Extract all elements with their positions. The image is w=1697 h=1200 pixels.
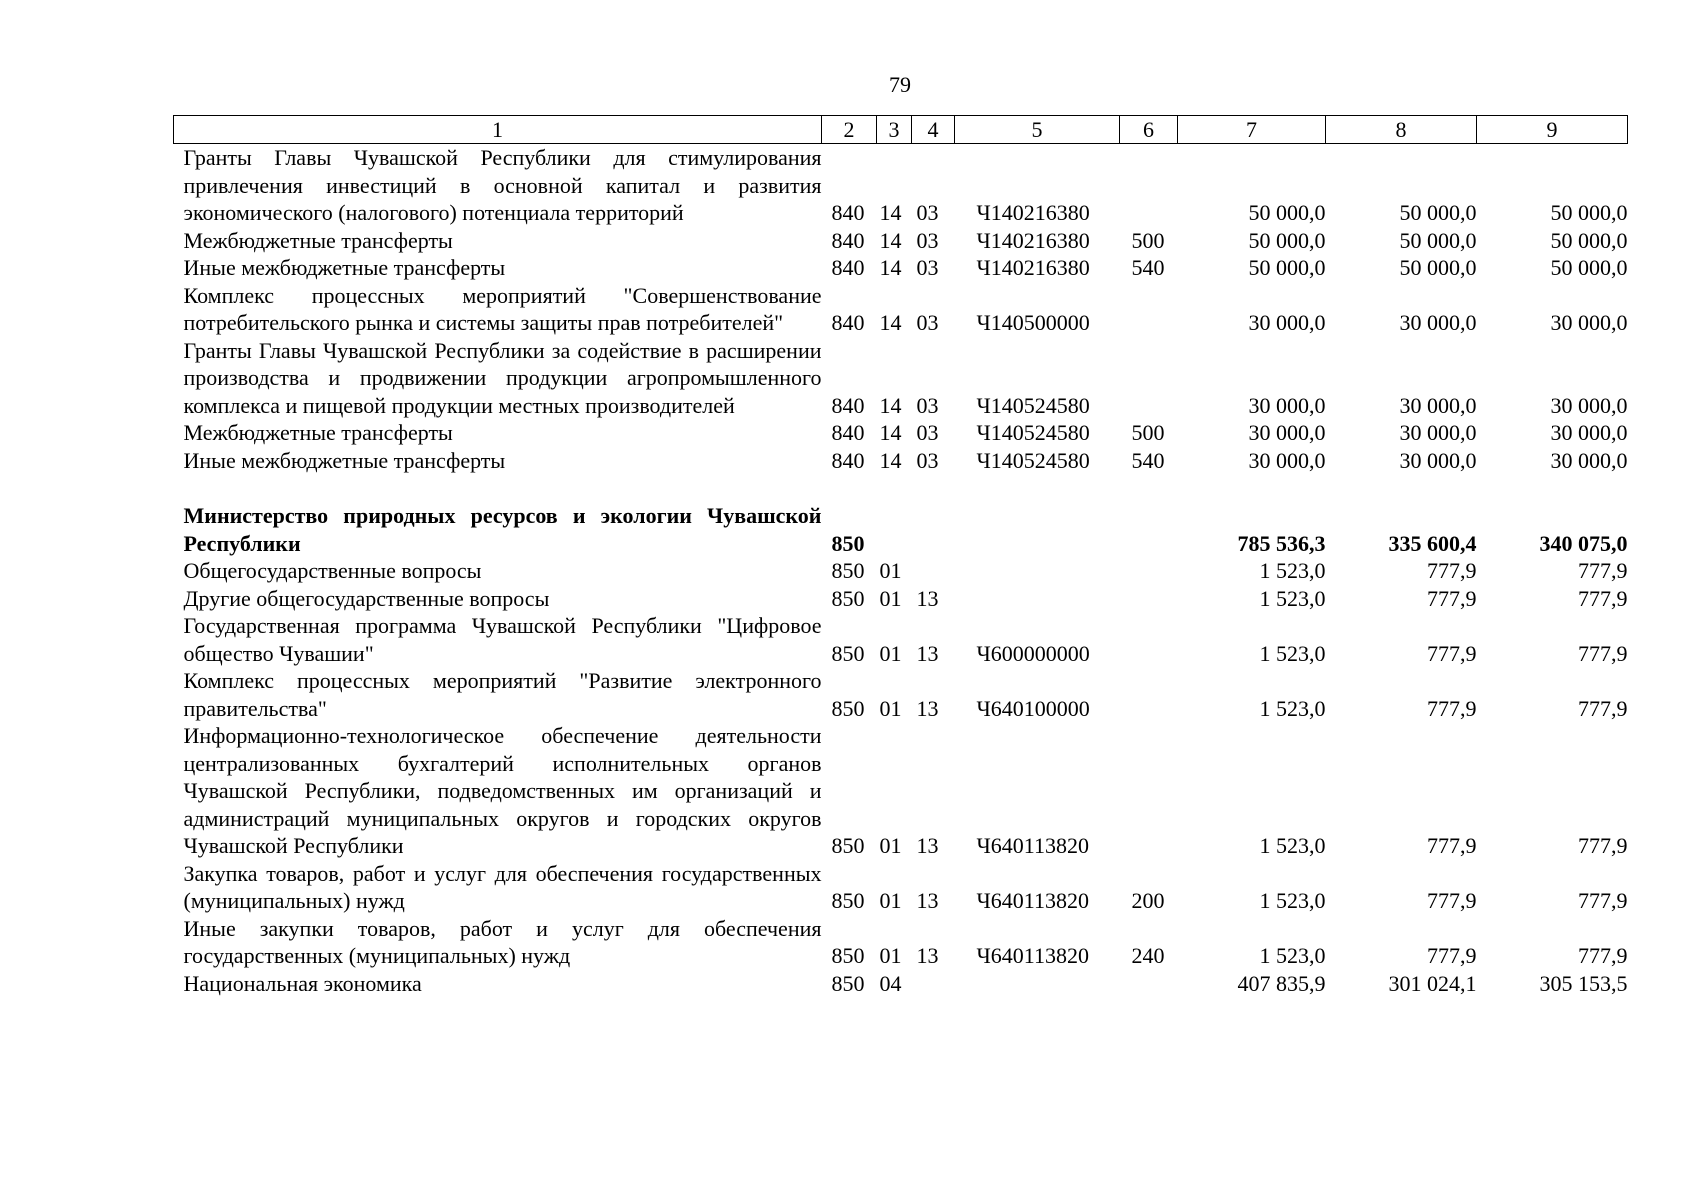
amount-year-3: 777,9 — [1578, 558, 1628, 583]
amount-year-3: 777,9 — [1578, 888, 1628, 913]
grbs-code: 850 — [831, 695, 865, 721]
subsection-code: 03 — [916, 447, 939, 473]
amount-year-2: 301 024,1 — [1388, 970, 1477, 996]
amount-year-1: 50 000,0 — [1248, 200, 1326, 225]
amount-year-2: 777,9 — [1427, 640, 1477, 666]
grbs-code: 850 — [831, 888, 865, 913]
grbs-code: 840 — [831, 310, 865, 335]
amount-year-1: 1 523,0 — [1259, 585, 1326, 611]
subsection-code: 03 — [916, 200, 939, 225]
column-header: 6 — [1120, 116, 1178, 144]
subsection-code: 03 — [916, 255, 939, 280]
target-article-code — [955, 585, 1120, 613]
table-row — [174, 447, 1628, 475]
target-article-code — [955, 502, 1120, 557]
section-code: 14 — [879, 310, 902, 335]
subsection-code: 03 — [916, 420, 939, 445]
expense-type-code — [1120, 502, 1178, 557]
grbs-code: 840 — [831, 200, 865, 225]
section-code: 01 — [879, 943, 902, 968]
amount-year-3: 30 000,0 — [1550, 392, 1628, 418]
expense-type-code: 200 — [1131, 888, 1165, 913]
table-row — [174, 419, 1628, 447]
amount-year-2: 30 000,0 — [1399, 420, 1477, 445]
table-row — [174, 282, 1628, 337]
row-name: Комплекс процессных мероприятий "Совершенствование потребительского рынка и системы защиты прав потребителей" — [183, 282, 822, 335]
amount-year-3: 777,9 — [1578, 833, 1628, 858]
subsection-code: 13 — [916, 888, 939, 913]
grbs-code: 840 — [831, 392, 865, 418]
amount-year-2: 777,9 — [1427, 833, 1477, 858]
table-row — [174, 970, 1628, 998]
amount-year-3: 30 000,0 — [1550, 420, 1628, 445]
row-name: Другие общегосударственные вопросы — [183, 585, 550, 611]
expense-type-code — [1120, 557, 1178, 585]
table-row — [174, 860, 1628, 915]
amount-year-1: 1 523,0 — [1259, 695, 1326, 721]
table-row — [174, 144, 1628, 227]
table-row — [174, 254, 1628, 282]
grbs-code: 850 — [831, 640, 865, 666]
row-name: Комплекс процессных мероприятий "Развитие электронного правительства" — [183, 668, 822, 721]
page-number: 79 — [889, 72, 911, 97]
section-code: 01 — [879, 585, 902, 611]
grbs-code: 840 — [831, 227, 865, 253]
expense-type-code — [1120, 667, 1178, 722]
target-article-code — [955, 970, 1120, 998]
subsection-code: 13 — [916, 695, 939, 721]
expense-type-code — [1120, 282, 1178, 337]
amount-year-3: 777,9 — [1578, 695, 1628, 721]
row-name: Межбюджетные трансферты — [183, 227, 453, 253]
target-article-code: Ч600000000 — [976, 640, 1090, 666]
expense-type-code — [1120, 722, 1178, 860]
amount-year-2: 30 000,0 — [1399, 392, 1477, 418]
target-article-code: Ч140500000 — [976, 310, 1090, 335]
expense-type-code — [1120, 612, 1178, 667]
section-code: 14 — [879, 227, 902, 253]
target-article-code: Ч140524580 — [976, 447, 1090, 473]
section-code: 14 — [879, 255, 902, 280]
table-row — [174, 915, 1628, 970]
amount-year-2: 777,9 — [1427, 888, 1477, 913]
subsection-code: 13 — [916, 640, 939, 666]
amount-year-2: 50 000,0 — [1399, 200, 1477, 225]
amount-year-1: 407 835,9 — [1237, 970, 1326, 996]
amount-year-1: 1 523,0 — [1259, 943, 1326, 968]
section-code: 01 — [879, 640, 902, 666]
target-article-code: Ч140216380 — [976, 227, 1090, 253]
amount-year-3: 777,9 — [1578, 640, 1628, 666]
table-row — [174, 667, 1628, 722]
section-code: 14 — [879, 392, 902, 418]
subsection-code: 03 — [916, 227, 939, 253]
section-code: 14 — [879, 420, 902, 445]
amount-year-1: 50 000,0 — [1248, 255, 1326, 280]
column-header: 2 — [822, 116, 877, 144]
subsection-code — [912, 557, 955, 585]
amount-year-2: 335 600,4 — [1388, 530, 1477, 556]
amount-year-1: 30 000,0 — [1248, 392, 1326, 418]
subsection-code: 13 — [916, 833, 939, 858]
grbs-code: 840 — [831, 420, 865, 445]
section-code: 14 — [879, 447, 902, 473]
spacer-row — [174, 474, 1628, 502]
target-article-code — [955, 557, 1120, 585]
grbs-code: 840 — [831, 255, 865, 280]
amount-year-3: 50 000,0 — [1550, 200, 1628, 225]
grbs-code: 850 — [831, 530, 865, 556]
table-row — [174, 337, 1628, 420]
subsection-code: 13 — [916, 943, 939, 968]
row-name: Государственная программа Чувашской Республики "Цифровое общество Чувашии" — [183, 613, 822, 666]
grbs-code: 850 — [831, 833, 865, 858]
amount-year-1: 30 000,0 — [1248, 420, 1326, 445]
row-name: Информационно-технологическое обеспечение деятельности централизованных бухгалтерий исполнительных органов Чувашской Республики, подведомственных им организаций и администраций муниципальных округов и городских округов Чувашской Республики — [183, 723, 822, 858]
spacer-cell — [174, 474, 1628, 502]
amount-year-2: 777,9 — [1427, 558, 1477, 583]
amount-year-2: 30 000,0 — [1399, 310, 1477, 335]
amount-year-1: 30 000,0 — [1248, 310, 1326, 335]
amount-year-1: 1 523,0 — [1259, 640, 1326, 666]
table-body — [174, 144, 1628, 998]
amount-year-3: 30 000,0 — [1550, 310, 1628, 335]
table-row — [174, 227, 1628, 255]
subsection-code: 13 — [916, 585, 939, 611]
section-code: 01 — [879, 558, 902, 583]
expense-type-code — [1120, 970, 1178, 998]
section-code: 01 — [879, 888, 902, 913]
row-name: Гранты Главы Чувашской Республики за содействие в расширении производства и продвижении продукции агропромышленного комплекса и пищевой продукции местных производителей — [183, 337, 822, 418]
row-name: Межбюджетные трансферты — [183, 420, 453, 445]
section-code: 14 — [879, 200, 902, 225]
amount-year-2: 777,9 — [1427, 695, 1477, 721]
amount-year-2: 50 000,0 — [1399, 227, 1477, 253]
row-name: Закупка товаров, работ и услуг для обеспечения государственных (муниципальных) нужд — [183, 860, 822, 913]
amount-year-1: 1 523,0 — [1259, 888, 1326, 913]
row-name: Иные закупки товаров, работ и услуг для обеспечения государственных (муниципальных) нужд — [183, 915, 822, 968]
column-header: 1 — [174, 116, 822, 144]
amount-year-2: 777,9 — [1427, 943, 1477, 968]
grbs-code: 850 — [831, 585, 865, 611]
row-name: Национальная экономика — [183, 970, 422, 996]
target-article-code: Ч640113820 — [976, 943, 1089, 968]
expense-type-code: 540 — [1131, 447, 1165, 473]
expense-type-code: 500 — [1131, 420, 1165, 445]
amount-year-1: 30 000,0 — [1248, 447, 1326, 473]
section-code: 04 — [879, 970, 902, 996]
subsection-code — [912, 970, 955, 998]
amount-year-3: 340 075,0 — [1539, 530, 1628, 556]
target-article-code: Ч640113820 — [976, 888, 1089, 913]
amount-year-2: 50 000,0 — [1399, 255, 1477, 280]
subsection-code — [912, 502, 955, 557]
section-code — [877, 502, 912, 557]
amount-year-3: 777,9 — [1578, 943, 1628, 968]
subsection-code: 03 — [916, 310, 939, 335]
amount-year-2: 30 000,0 — [1399, 447, 1477, 473]
section-code: 01 — [879, 695, 902, 721]
section-code: 01 — [879, 833, 902, 858]
table-row — [174, 722, 1628, 860]
column-header: 4 — [912, 116, 955, 144]
column-number-header-row — [174, 116, 1628, 144]
budget-table — [173, 115, 1628, 997]
expense-type-code: 240 — [1131, 943, 1165, 968]
column-header: 5 — [955, 116, 1120, 144]
row-name: Иные межбюджетные трансферты — [183, 447, 506, 473]
row-name: Гранты Главы Чувашской Республики для стимулирования привлечения инвестиций в основной капитал и развития экономического (налогового) потенциала территорий — [183, 145, 822, 225]
amount-year-3: 50 000,0 — [1550, 227, 1628, 253]
column-header: 3 — [877, 116, 912, 144]
row-name: Иные межбюджетные трансферты — [183, 255, 506, 280]
amount-year-3: 305 153,5 — [1539, 970, 1628, 996]
table-row — [174, 612, 1628, 667]
target-article-code: Ч140216380 — [976, 255, 1090, 280]
expense-type-code — [1120, 585, 1178, 613]
column-header: 7 — [1178, 116, 1326, 144]
amount-year-3: 30 000,0 — [1550, 447, 1628, 473]
target-article-code: Ч640113820 — [976, 833, 1089, 858]
amount-year-1: 785 536,3 — [1237, 530, 1326, 556]
row-name: Общегосударственные вопросы — [183, 558, 482, 583]
grbs-code: 840 — [831, 447, 865, 473]
target-article-code: Ч140524580 — [976, 392, 1090, 418]
target-article-code: Ч140524580 — [976, 420, 1090, 445]
column-header: 8 — [1326, 116, 1477, 144]
target-article-code: Ч640100000 — [976, 695, 1090, 721]
expense-type-code: 500 — [1131, 227, 1165, 253]
grbs-code: 850 — [831, 970, 865, 996]
amount-year-1: 1 523,0 — [1259, 558, 1326, 583]
expense-type-code: 540 — [1131, 255, 1165, 280]
grbs-code: 850 — [831, 558, 865, 583]
table-row — [174, 502, 1628, 557]
row-name: Министерство природных ресурсов и экологии Чувашской Республики — [183, 503, 822, 556]
grbs-code: 850 — [831, 943, 865, 968]
amount-year-2: 777,9 — [1427, 585, 1477, 611]
amount-year-1: 50 000,0 — [1248, 227, 1326, 253]
subsection-code: 03 — [916, 392, 939, 418]
expense-type-code — [1120, 337, 1178, 420]
amount-year-3: 777,9 — [1578, 585, 1628, 611]
target-article-code: Ч140216380 — [976, 200, 1090, 225]
table-row — [174, 557, 1628, 585]
amount-year-3: 50 000,0 — [1550, 255, 1628, 280]
amount-year-1: 1 523,0 — [1259, 833, 1326, 858]
column-header: 9 — [1477, 116, 1628, 144]
table-row — [174, 585, 1628, 613]
expense-type-code — [1120, 144, 1178, 227]
